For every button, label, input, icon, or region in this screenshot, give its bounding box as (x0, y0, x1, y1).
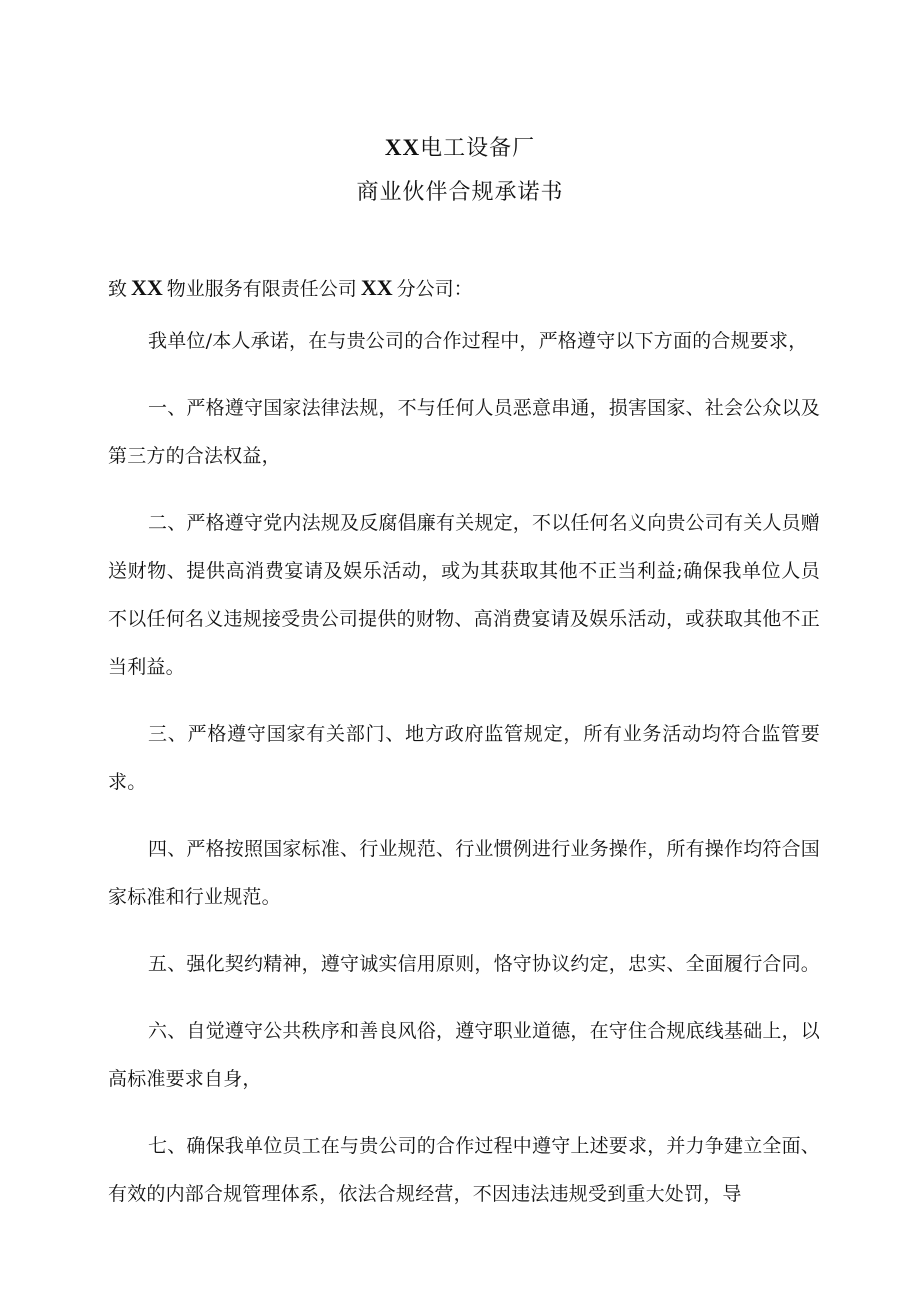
title-company-name: 电工设备厂 (420, 136, 536, 161)
title-company-code: XX (384, 135, 421, 160)
addressee-company: 物业服务有限责任公司 (166, 278, 357, 300)
clause-1-paragraph: 一、严格遵守国家法律法规，不与任何人员恶意串通，损害国家、社会公众以及第三方的合法权益， (108, 397, 821, 467)
intro-paragraph: 我单位/本人承诺，在与贵公司的合作过程中，严格遵守以下方面的合规要求， (148, 330, 808, 352)
title-line-company (0, 126, 920, 171)
clause-3-paragraph: 三、严格遵守国家有关部门、地方政府监管规定，所有业务活动均符合监管要求。 (108, 723, 820, 793)
document-title (0, 126, 920, 215)
addressee-line (108, 270, 818, 307)
clause-5-paragraph: 五、强化契约精神，遵守诚实信用原则，恪守协议约定，忠实、全面履行合同。 (148, 953, 821, 975)
document-body (108, 317, 820, 1237)
clause-4-paragraph: 四、严格按照国家标准、行业规范、行业惯例进行业务操作，所有操作均符合国家标准和行业规范。 (108, 838, 821, 908)
addressee-suffix: 分公司： (396, 278, 473, 300)
addressee-code-1: XX (131, 275, 163, 300)
clause-7-paragraph: 七、确保我单位员工在与贵公司的合作过程中遵守上述要求，并力争建立全面、有效的内部合规管理体系，依法合规经营，不因违法违规受到重大处罚，导 (108, 1135, 821, 1205)
addressee-prefix: 致 (108, 278, 128, 300)
addressee-code-2: XX (360, 275, 393, 300)
clause-2-paragraph: 二、严格遵守党内法规及反腐倡廉有关规定，不以任何名义向贵公司有关人员赠送财物、提供高消费宴请及娱乐活动，或为其获取其他不正当利益;确保我单位人员不以任何名义违规接受贵公司提供的财物、高消费宴请及娱乐活动，或获取其他不正当利益。 (108, 512, 821, 678)
title-line-doc-name: 商业伙伴合规承诺书 (356, 180, 564, 205)
clause-6-paragraph: 六、自觉遵守公共秩序和善良风俗，遵守职业道德，在守住合规底线基础上，以高标准要求自身， (108, 1020, 821, 1090)
